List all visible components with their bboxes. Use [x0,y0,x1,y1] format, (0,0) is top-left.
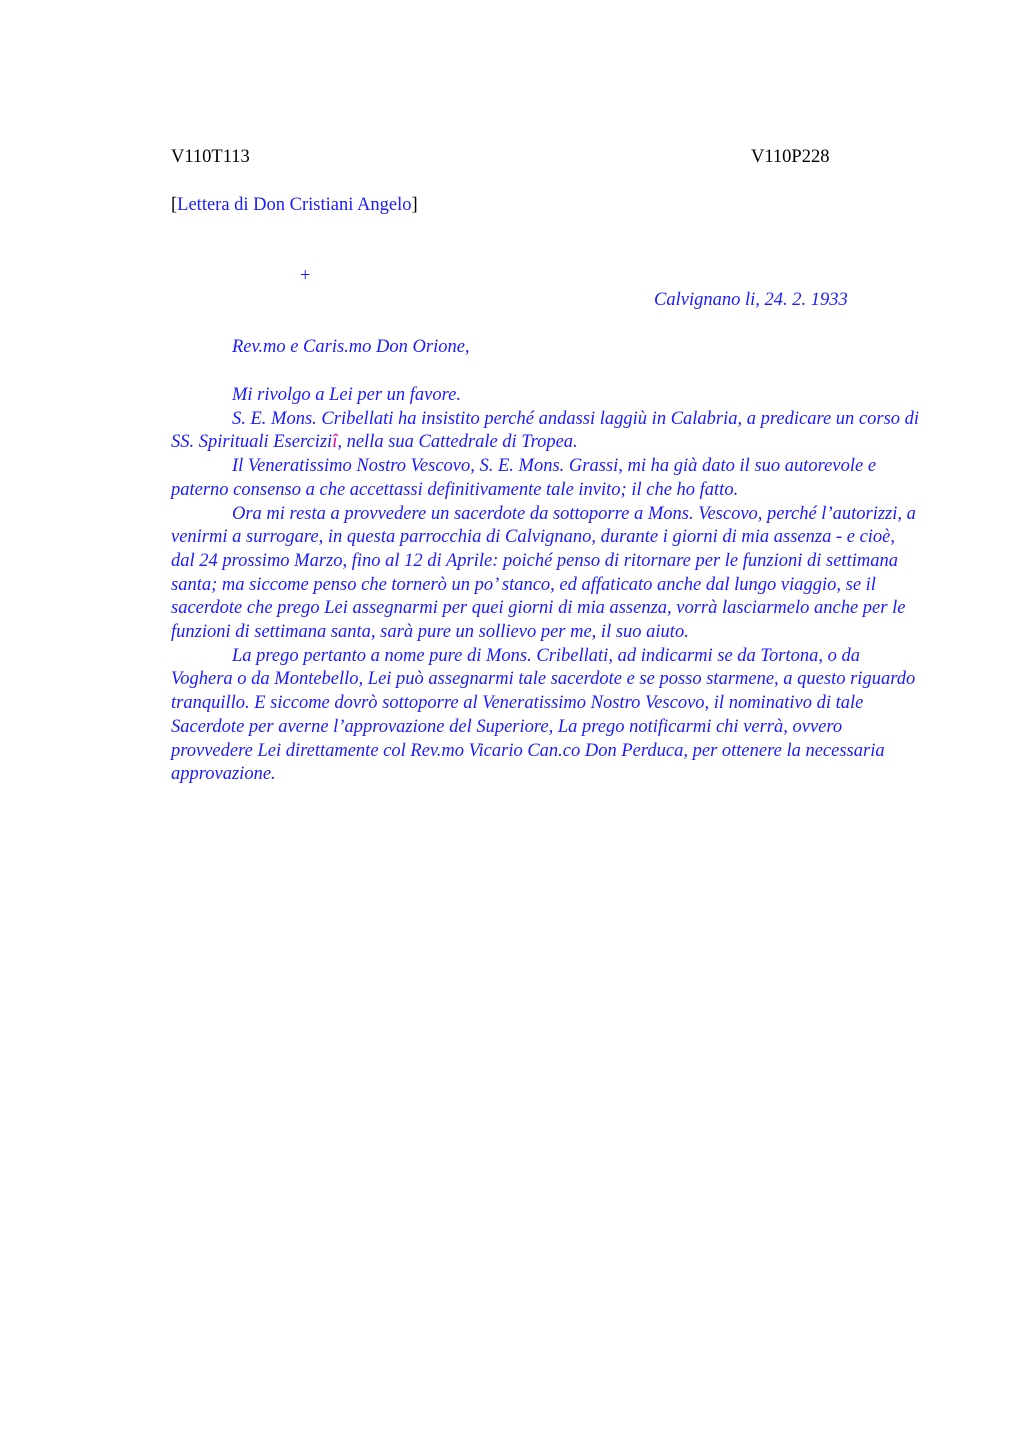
letter-title [171,195,418,216]
title-open-bracket: [ [171,195,178,215]
page-code-right: V110P228 [751,147,830,167]
paragraph-2-text-after: , nella sua Cattedrale di Tropea. [337,432,578,453]
paragraph-2-text-before: S. E. Mons. Cribellati ha insistito perché andassi laggiù in Calabria, a predicare un corso di SS. Spirituali Esercizi [171,408,920,453]
letter-body [171,384,921,787]
paragraph-2 [171,408,921,455]
paragraph-3: Il Veneratissimo Nostro Vescovo, S. E. Mons. Grassi, mi ha già dato il suo autorevole e paterno consenso a che accettassi definitivamente tale invito; il che ho fatto. [171,456,877,500]
salutation: Rev.mo e Caris.mo Don Orione, [232,337,470,357]
paragraph-5: La prego pertanto a nome pure di Mons. Cribellati, ad indicarmi se da Tortona, o da Voghera o da Montebello, Lei può assegnarmi tale sacerdote e se posso starmene, a questo riguardo tranquillo. E siccome dovrò sottoporre al Veneratissimo Nostro Vescovo, il nominativo di tale Sacerdote per averne l’approvazione del Superiore, La prego notificarmi chi verrà, ovvero provvedere Lei direttamente col Rev.mo Vicario Can.co Don Perduca, per ottenere la necessaria approvazione. [171,645,916,785]
place-date: Calvignano li, 24. 2. 1933 [654,290,848,310]
paragraph-4: Ora mi resta a provvedere un sacerdote da sottoporre a Mons. Vescovo, perché l’autorizzi, a venirmi a surrogare, in questa parrocchia di Calvignano, durante i giorni di mia assenza - e cioè, dal 24 prossimo Marzo, fino al 12 di Aprile: poiché penso di ritornare per le funzioni di settimana santa; ma siccome penso che tornerò un po’ stanco, ed affaticato anche dal lungo viaggio, se il sacerdote che prego Lei assegnarmi per quei giorni di mia assenza, vorrà lasciarmelo anche per le funzioni di settimana santa, sarà pure un sollievo per me, il suo aiuto. [171,503,916,643]
document-code-left: V110T113 [171,147,250,167]
paragraph-1: Mi rivolgo a Lei per un favore. [232,385,461,405]
correction-mark: î [332,432,338,453]
title-close-bracket: ] [411,195,418,215]
cross-symbol: + [300,266,311,286]
title-text: Lettera di Don Cristiani Angelo [177,195,412,215]
